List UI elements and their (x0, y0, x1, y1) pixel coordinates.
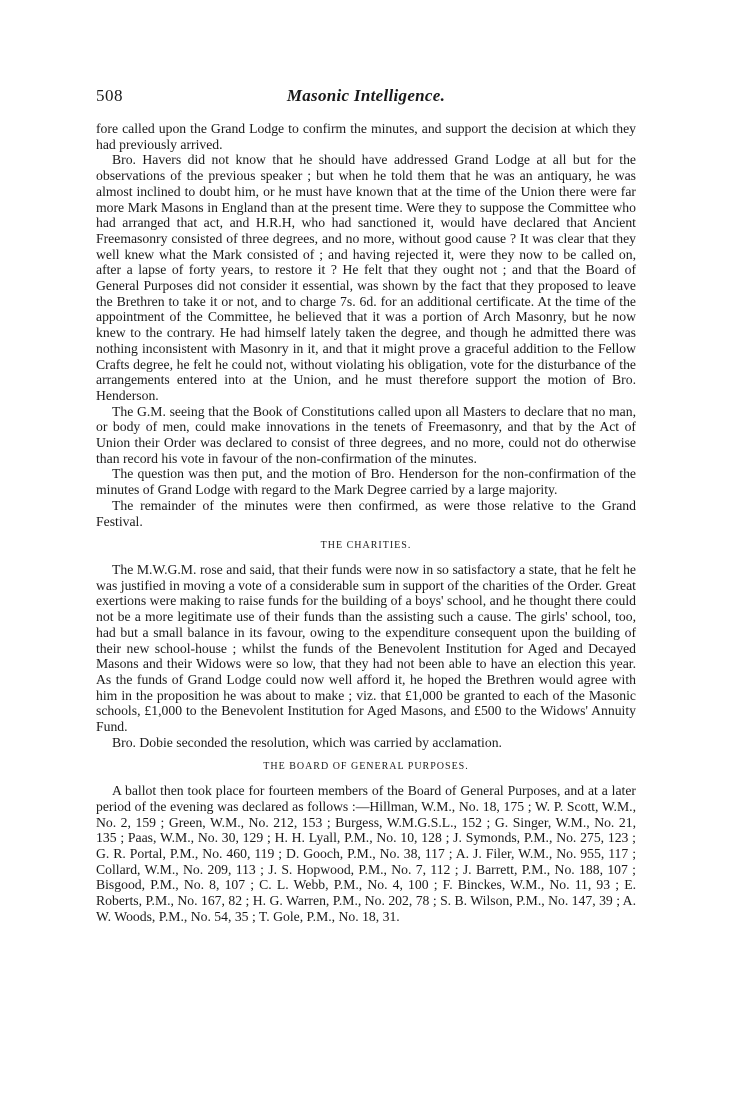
paragraph-havers: Bro. Havers did not know that he should have addressed Grand Lodge at all but for the observations of the previous speaker ; but when he told them that he was an antiquary, he was almost inclined to doubt him, or he must have known that at the time of the Union there were far more Mark Masons in England than at the present time. Were they to suppose the Committee who had arranged that act, and H.R.H, who had sanctioned it, would have declared that Ancient Freemasonry consisted of three degrees, and no more, without good cause ? It was clear that they well knew what the Mark consisted of ; and having rejected it, were they now to be called on, after a lapse of forty years, to restore it ? He felt that they ought not ; and that the Board of General Purposes did not consider it essential, was shown by the fact that they proposed to leave the Brethren to take it or not, and to charge 7s. 6d. for an additional certificate. At the time of the appointment of the Committee, he believed that it was a portion of Arch Masonry, but he now knew to the contrary. He had himself lately taken the degree, and though he admitted there was nothing inconsistent with Masonry in it, and that it might prove a graceful addition to the Fellow Crafts degree, he felt he could not, without violating his obligation, vote for the disturbance of the arrangements entered into at the Union, and he must therefore support the motion of Bro. Henderson. (96, 152, 636, 403)
page-number: 508 (96, 86, 123, 105)
paragraph-question: The question was then put, and the motion of Bro. Henderson for the non-confirmation of the minutes of Grand Lodge with regard to the Mark Degree carried by a large majority. (96, 466, 636, 498)
paragraph-charities-seconded: Bro. Dobie seconded the resolution, which was carried by acclamation. (112, 734, 502, 750)
page-header (96, 86, 636, 108)
paragraph-continuation: fore called upon the Grand Lodge to confirm the minutes, and support the decision at which they had previously arrived. (96, 121, 636, 152)
running-title: Masonic Intelligence. (286, 86, 446, 105)
paragraph-remainder: The remainder of the minutes were then confirmed, as were those relative to the Grand Festival. (96, 497, 636, 529)
paragraph-charities-motion: The M.W.G.M. rose and said, that their funds were now in so satisfactory a state, that he felt he was justified in moving a vote of a considerable sum in support of the charities of the Order. Great exertions were making to raise funds for the building of a boys' school, and he thought there could not be a more legitimate use of their funds than the assisting such a cause. The girls' school, too, had but a small balance in its favour, owing to the expenditure consequent upon the building of their new school-house ; whilst the funds of the Benevolent Institution for Aged and Decayed Masons and their Widows were so low, that they had not been able to have an election this year. As the funds of Grand Lodge could now well afford it, he hoped the Brethren would agree with him in the proposition he was about to make ; viz. that £1,000 be granted to each of the Masonic schools, £1,000 to the Benevolent Institution for Aged Masons, and £500 to the Widows' Annuity Fund. (96, 561, 636, 735)
paragraph-grand-master: The G.M. seeing that the Book of Constitutions called upon all Masters to declare that no man, or body of men, could make innovations in the tenets of Freemasonry, and that by the Act of Union their Order was declared to consist of three degrees, and no more, could not do otherwise than record his vote in favour of the non-confirmation of the minutes. (96, 403, 636, 466)
article-body (96, 121, 636, 924)
paragraph-board-ballot: A ballot then took place for fourteen members of the Board of General Purposes, and at a later period of the evening was declared as follows :—Hillman, W.M., No. 18, 175 ; W. P. Scott, W.M., No. 2, 159 ; Green, W.M., No. 212, 153 ; Burgess, W.M.G.S.L., 152 ; G. Singer, W.M., No. 21, 135 ; Paas, W.M., No. 30, 129 ; H. H. Lyall, P.M., No. 10, 128 ; J. Symonds, P.M., No. 275, 123 ; G. R. Portal, P.M., No. 460, 119 ; D. Gooch, P.M., No. 38, 117 ; A. J. Filer, W.M., No. 955, 117 ; Collard, W.M., No. 209, 113 ; J. S. Hopwood, P.M., No. 7, 112 ; J. Barrett, P.M., No. 188, 107 ; Bisgood, P.M., No. 8, 107 ; C. L. Webb, P.M., No. 4, 100 ; F. Binckes, W.M., No. 11, 93 ; E. Roberts, P.M., No. 167, 82 ; H. G. Warren, P.M., No. 202, 78 ; S. B. Wilson, P.M., No. 147, 39 ; A. W. Woods, P.M., No. 54, 35 ; T. Gole, P.M., No. 18, 31. (96, 783, 636, 924)
section-heading-board: THE BOARD OF GENERAL PURPOSES. (263, 761, 469, 773)
section-heading-charities: THE CHARITIES. (320, 540, 412, 552)
